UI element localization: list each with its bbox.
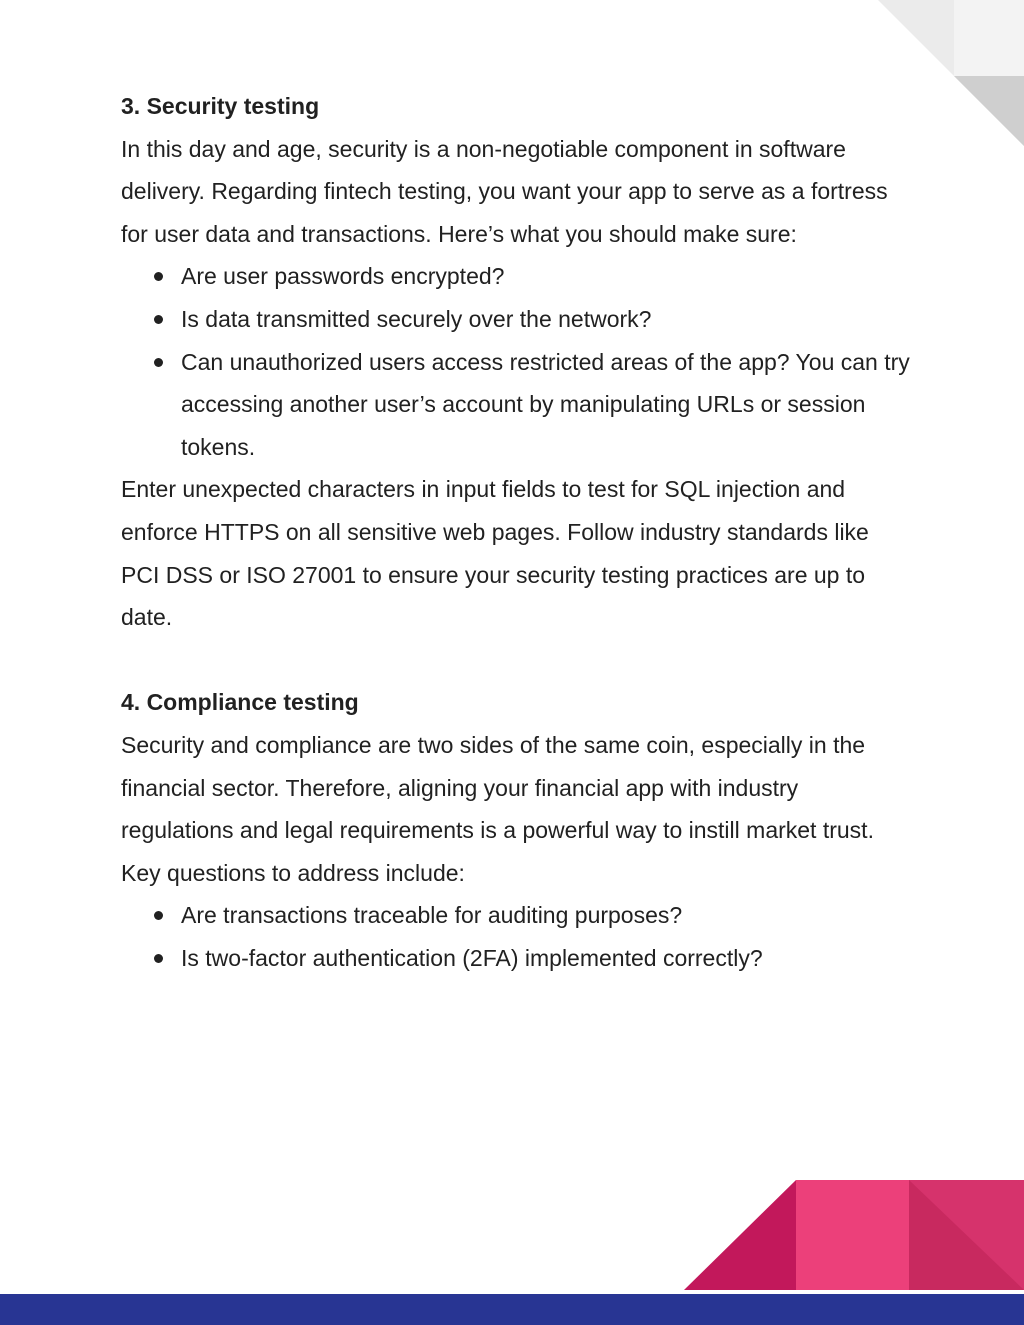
bullet-item: Can unauthorized users access restricted areas of the app? You can try accessing another user’s account by manipulating URLs or session tokens. <box>181 341 911 469</box>
section-spacer <box>121 639 911 682</box>
section-intro: In this day and age, security is a non-negotiable component in software delivery. Regarding fintech testing, you want your app to serve as a fortress for user data and transactions. Here’s what you should make sure: <box>121 135 888 247</box>
bullet-list <box>121 894 911 979</box>
section-compliance-testing <box>121 681 911 979</box>
bullet-list <box>121 255 911 468</box>
footer-band <box>0 1294 1024 1325</box>
section-lead: Key questions to address include: <box>121 859 465 886</box>
bullet-item: Are transactions traceable for auditing purposes? <box>181 894 911 937</box>
section-outro: Enter unexpected characters in input fields to test for SQL injection and enforce HTTPS on all sensitive web pages. Follow industry standards like PCI DSS or ISO 27001 to ensure your security testing practices are up to date. <box>121 476 869 631</box>
bullet-item: Is two-factor authentication (2FA) implemented correctly? <box>181 937 911 980</box>
document-body <box>121 85 911 979</box>
section-heading: 3. Security testing <box>121 93 320 119</box>
section-intro: Security and compliance are two sides of the same coin, especially in the financial sector. Therefore, aligning your financial app with industry regulations and legal requirements is a powerful way to instill market trust. <box>121 731 874 844</box>
bullet-item: Are user passwords encrypted? <box>181 255 911 298</box>
section-security-testing <box>121 85 911 639</box>
bullet-item: Is data transmitted securely over the network? <box>181 298 911 341</box>
section-heading: 4. Compliance testing <box>121 689 359 716</box>
